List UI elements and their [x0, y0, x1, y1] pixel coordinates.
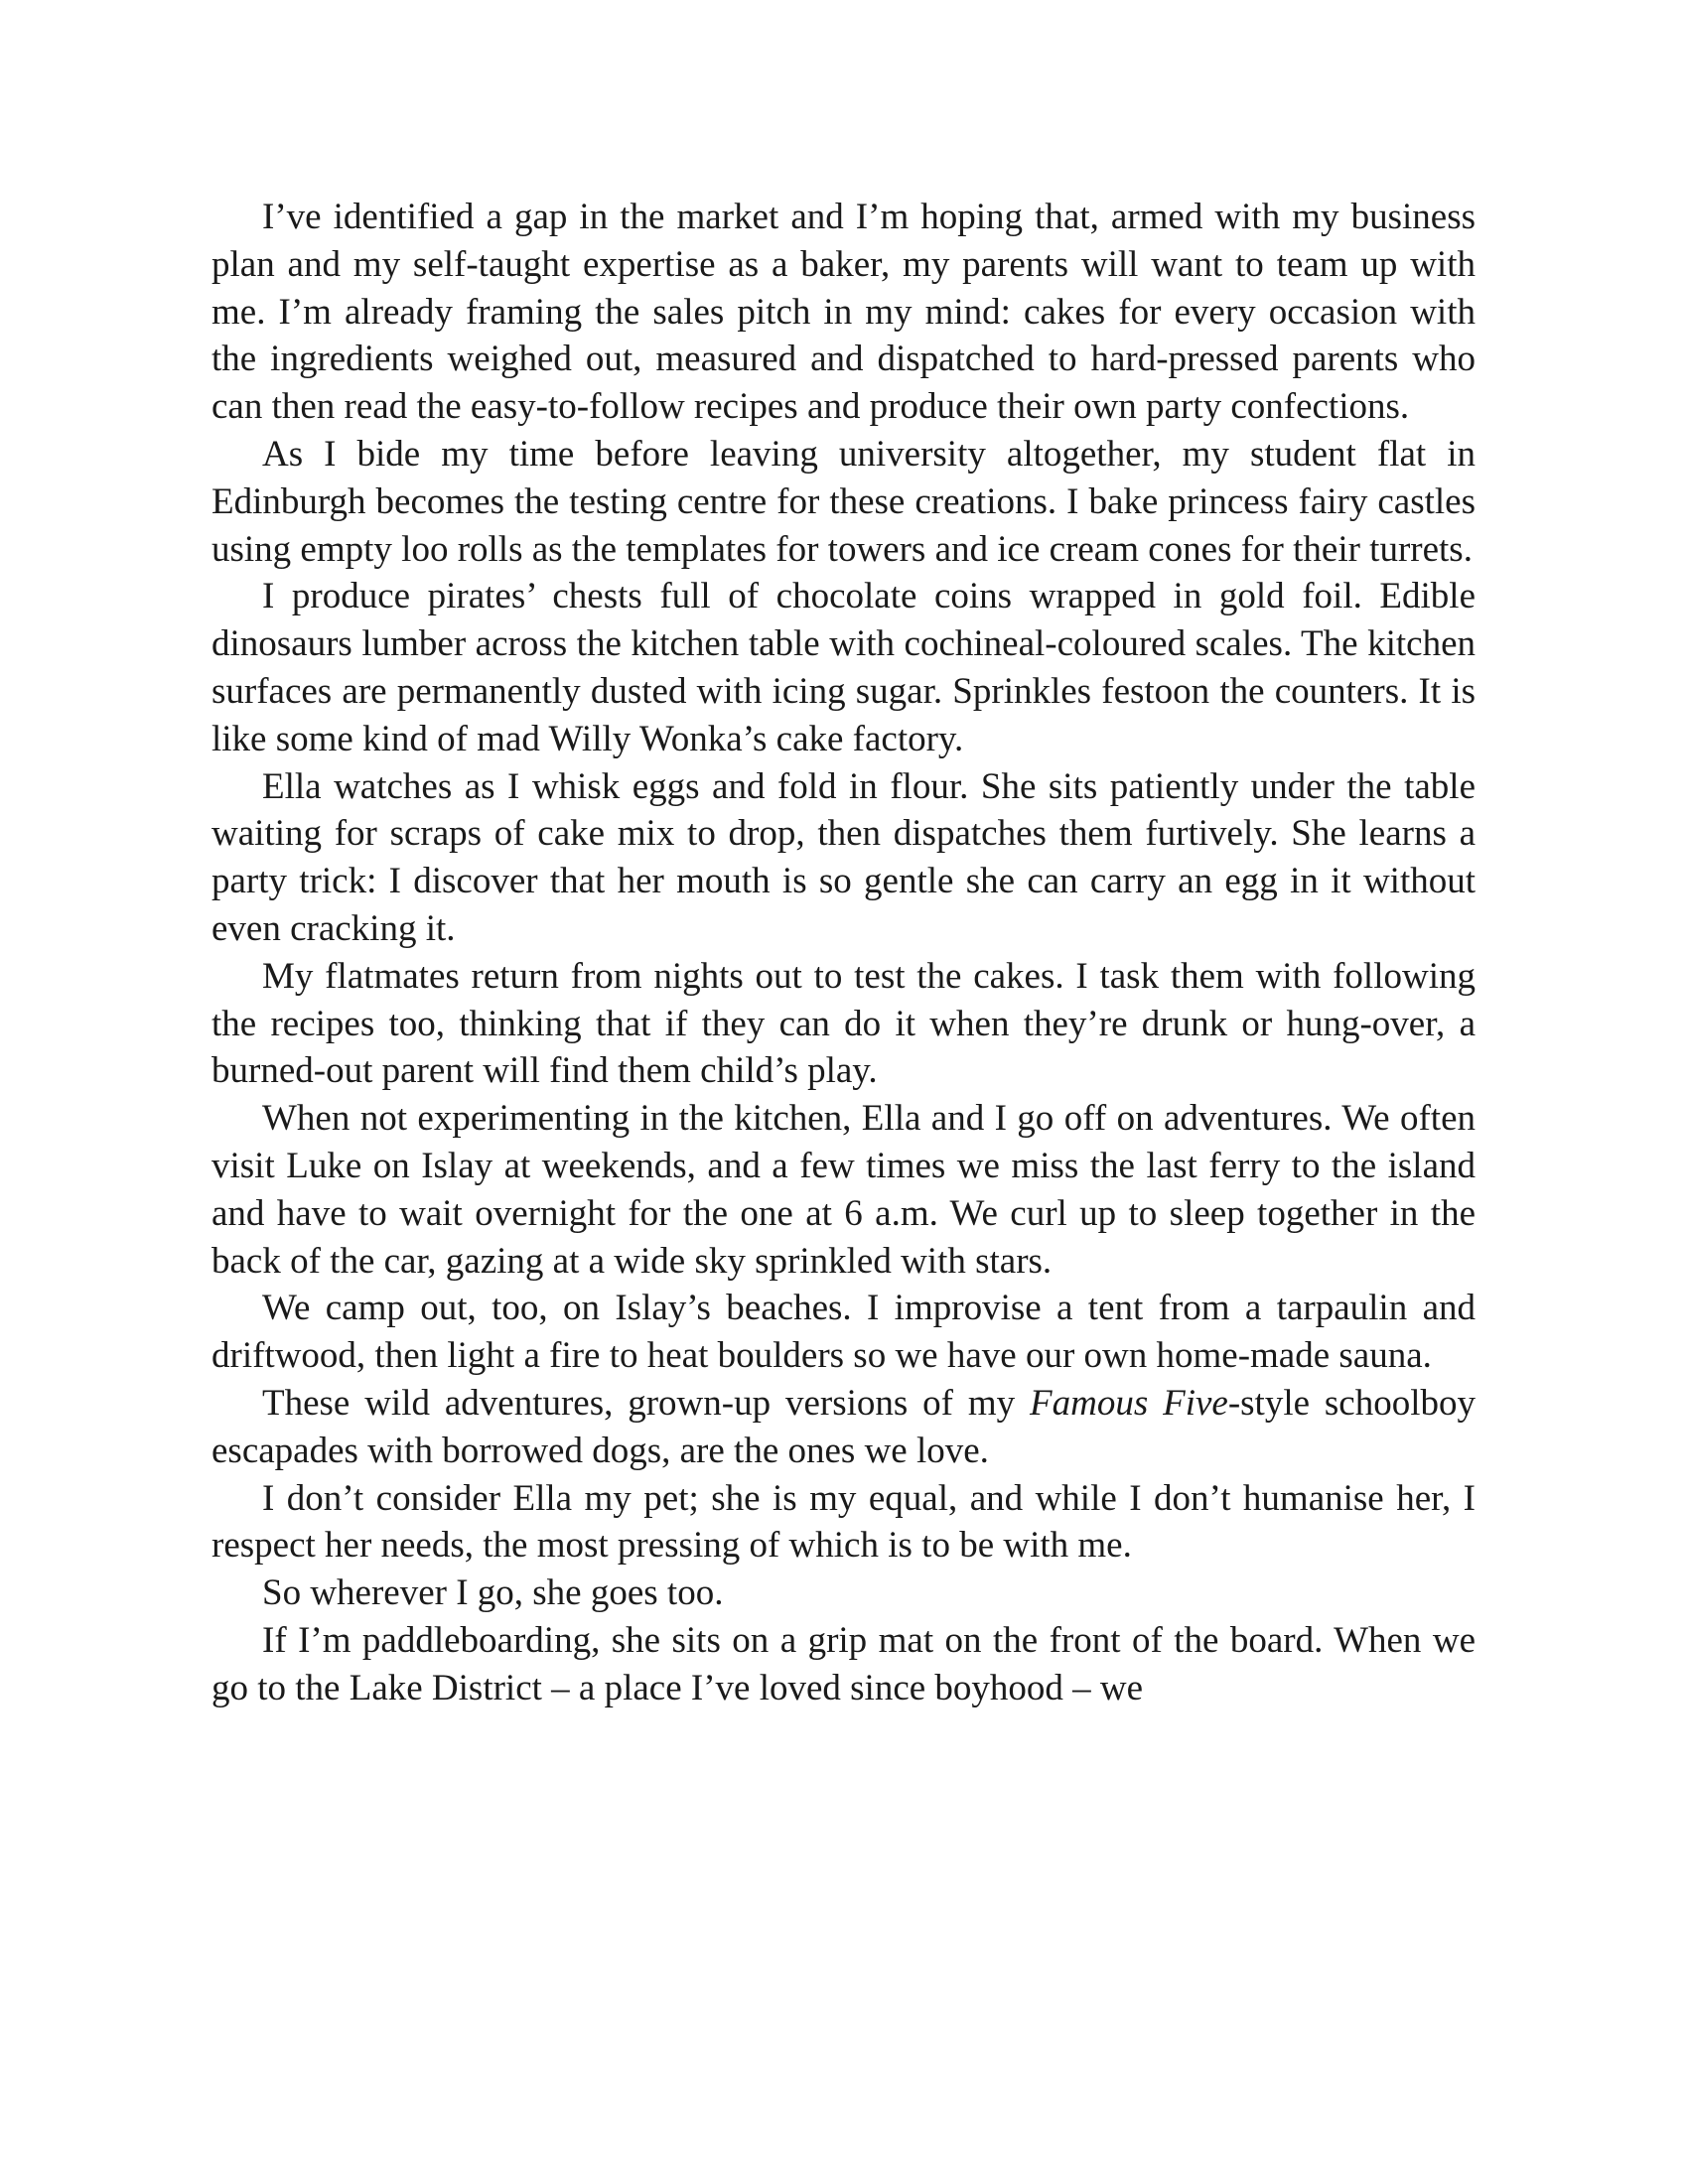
paragraph: I don’t consider Ella my pet; she is my equal, and while I don’t humanise her, I respect her needs, the most pressing of which is to be with me.: [211, 1477, 1476, 1567]
book-title: Famous Five: [1030, 1382, 1228, 1424]
paragraph: My flatmates return from nights out to test the cakes. I task them with following the recipes too, thinking that if they can do it when they’re drunk or hung-over, a burned-out parent will find them child’s play.: [211, 955, 1476, 1092]
paragraph: As I bide my time before leaving university altogether, my student flat in Edinburgh becomes the testing centre for these creations. I bake princess fairy castles using empty loo rolls as the templates for towers and ice cream cones for their turrets.: [211, 433, 1476, 570]
paragraph: When not experimenting in the kitchen, Ella and I go off on adventures. We often visit Luke on Islay at weekends, and a few times we miss the last ferry to the island and have to wait overnight for the one at 6 a.m. We curl up to sleep together in the back of the car, gazing at a wide sky sprinkled with stars.: [211, 1098, 1476, 1282]
page-body: [211, 194, 1476, 1712]
paragraph: I produce pirates’ chests full of chocolate coins wrapped in gold foil. Edible dinosaurs lumber across the kitchen table with cochineal-coloured scales. The kitchen surfaces are permanently dusted with icing sugar. Sprinkles festoon the counters. It is like some kind of mad Willy Wonka’s cake factory.: [211, 576, 1476, 759]
paragraph-famous-five: [211, 1380, 1476, 1475]
paragraph: Ella watches as I whisk eggs and fold in flour. She sits patiently under the table waiting for scraps of cake mix to drop, then dispatches them furtively. She learns a party trick: I discover that her mouth is so gentle she can carry an egg in it without even cracking it.: [211, 765, 1476, 949]
paragraph: So wherever I go, she goes too.: [262, 1572, 724, 1614]
text-run: -style schoolboy escapades with borrowed dogs, are the ones we love.: [211, 1382, 1476, 1471]
paragraph: I’ve identified a gap in the market and I’m hoping that, armed with my business plan and my self-taught expertise as a baker, my parents will want to team up with me. I’m already framing the sales pitch in my mind: cakes for every occasion with the ingredients weighed out, measured and dispatched to hard-pressed parents who can then read the easy-to-follow recipes and produce their own party confections.: [211, 197, 1476, 428]
text-run: These wild adventures, grown-up versions of my: [262, 1382, 1030, 1424]
paragraph: If I’m paddleboarding, she sits on a grip mat on the front of the board. When we go to the Lake District – a place I’ve loved since boyhood – we: [211, 1619, 1476, 1708]
paragraph: We camp out, too, on Islay’s beaches. I improvise a tent from a tarpaulin and driftwood, then light a fire to heat boulders so we have our own home-made sauna.: [211, 1288, 1476, 1377]
